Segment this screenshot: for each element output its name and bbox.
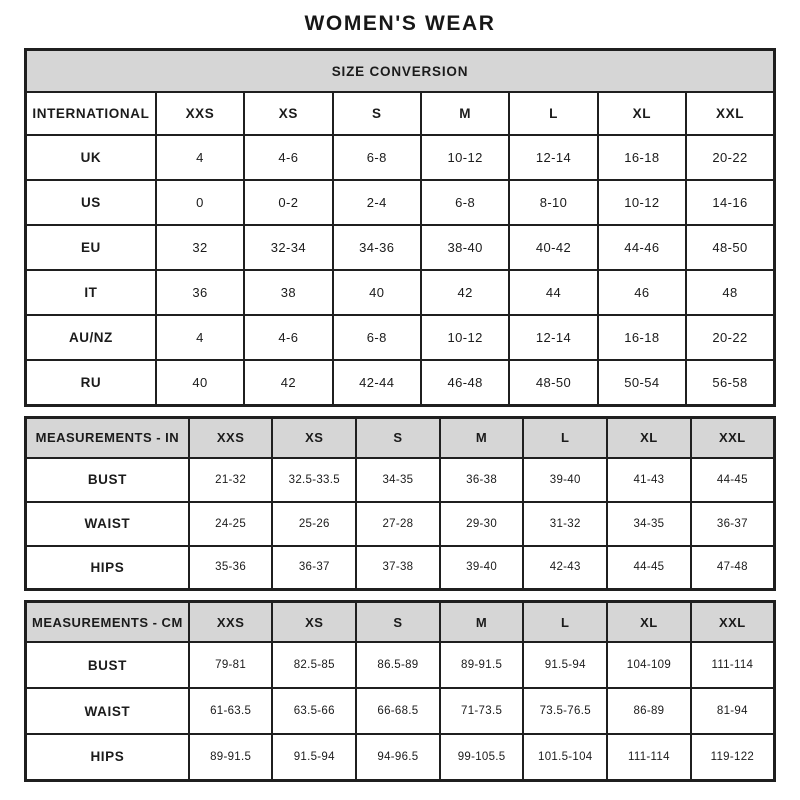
row-header: BUST	[26, 642, 189, 688]
size-value-cell: 12-14	[509, 135, 597, 180]
size-value-cell: 61-63.5	[189, 688, 273, 734]
size-value-cell: 20-22	[686, 315, 774, 360]
size-value-cell: 94-96.5	[356, 734, 440, 780]
size-value-cell: 50-54	[598, 360, 686, 405]
size-column-header: XL	[607, 602, 691, 643]
size-column-header: XXL	[686, 92, 774, 135]
table-row	[26, 734, 775, 780]
size-value-cell: 10-12	[421, 315, 509, 360]
size-column-header: XXL	[691, 417, 775, 458]
row-header: HIPS	[26, 734, 189, 780]
page-title: WOMEN'S WEAR	[304, 12, 496, 35]
size-value-cell: 10-12	[598, 180, 686, 225]
size-column-header: S	[356, 602, 440, 643]
size-value-cell: 16-18	[598, 135, 686, 180]
size-value-cell: 73.5-76.5	[523, 688, 607, 734]
size-value-cell: 32	[156, 225, 244, 270]
size-column-header: M	[421, 92, 509, 135]
size-value-cell: 66-68.5	[356, 688, 440, 734]
table-row	[26, 458, 775, 502]
size-value-cell: 47-48	[691, 546, 775, 590]
table-corner-header: INTERNATIONAL	[26, 92, 156, 135]
size-value-cell: 25-26	[272, 502, 356, 546]
size-value-cell: 71-73.5	[440, 688, 524, 734]
row-header: IT	[26, 270, 156, 315]
row-header: BUST	[26, 458, 189, 502]
size-value-cell: 91.5-94	[272, 734, 356, 780]
size-value-cell: 37-38	[356, 546, 440, 590]
size-value-cell: 6-8	[421, 180, 509, 225]
table-row	[26, 360, 775, 405]
size-value-cell: 48-50	[686, 225, 774, 270]
size-column-header: XXS	[189, 602, 273, 643]
measurements-in-table	[24, 416, 776, 592]
size-value-cell: 0	[156, 180, 244, 225]
size-column-header: XS	[272, 417, 356, 458]
size-value-cell: 0-2	[244, 180, 332, 225]
size-column-header: XXS	[156, 92, 244, 135]
table-row	[26, 546, 775, 590]
size-column-header: XXS	[189, 417, 273, 458]
row-header: HIPS	[26, 546, 189, 590]
size-value-cell: 89-91.5	[189, 734, 273, 780]
size-value-cell: 36-38	[440, 458, 524, 502]
size-value-cell: 32-34	[244, 225, 332, 270]
size-column-header: XS	[272, 602, 356, 643]
size-conversion-body	[26, 135, 775, 405]
size-value-cell: 86-89	[607, 688, 691, 734]
size-value-cell: 82.5-85	[272, 642, 356, 688]
size-value-cell: 34-36	[333, 225, 421, 270]
row-header: UK	[26, 135, 156, 180]
size-column-header: S	[356, 417, 440, 458]
size-value-cell: 99-105.5	[440, 734, 524, 780]
table-corner-header: MEASUREMENTS - IN	[26, 417, 189, 458]
size-value-cell: 46	[598, 270, 686, 315]
table-row	[26, 135, 775, 180]
size-column-header: XS	[244, 92, 332, 135]
measurements-cm-table	[24, 600, 776, 782]
size-value-cell: 6-8	[333, 135, 421, 180]
size-conversion-banner-row	[26, 50, 775, 93]
size-value-cell: 39-40	[523, 458, 607, 502]
measurements-cm-header-row	[26, 602, 775, 643]
size-value-cell: 104-109	[607, 642, 691, 688]
size-column-header: L	[523, 602, 607, 643]
size-value-cell: 111-114	[691, 642, 775, 688]
size-column-header: M	[440, 417, 524, 458]
size-value-cell: 8-10	[509, 180, 597, 225]
size-column-header: S	[333, 92, 421, 135]
size-column-header: XL	[598, 92, 686, 135]
row-header: RU	[26, 360, 156, 405]
table-row	[26, 315, 775, 360]
size-value-cell: 89-91.5	[440, 642, 524, 688]
size-value-cell: 10-12	[421, 135, 509, 180]
size-value-cell: 91.5-94	[523, 642, 607, 688]
size-value-cell: 35-36	[189, 546, 273, 590]
size-value-cell: 6-8	[333, 315, 421, 360]
row-header: WAIST	[26, 502, 189, 546]
size-value-cell: 29-30	[440, 502, 524, 546]
table-row	[26, 270, 775, 315]
size-value-cell: 4-6	[244, 135, 332, 180]
table-row	[26, 180, 775, 225]
size-value-cell: 42	[421, 270, 509, 315]
measurements-in-body	[26, 458, 775, 590]
size-value-cell: 2-4	[333, 180, 421, 225]
size-value-cell: 101.5-104	[523, 734, 607, 780]
size-value-cell: 40	[156, 360, 244, 405]
size-value-cell: 14-16	[686, 180, 774, 225]
size-value-cell: 48	[686, 270, 774, 315]
size-value-cell: 20-22	[686, 135, 774, 180]
size-value-cell: 79-81	[189, 642, 273, 688]
size-value-cell: 86.5-89	[356, 642, 440, 688]
size-value-cell: 40	[333, 270, 421, 315]
table-row	[26, 688, 775, 734]
size-value-cell: 12-14	[509, 315, 597, 360]
size-conversion-banner: SIZE CONVERSION	[26, 50, 775, 93]
table-corner-header: MEASUREMENTS - CM	[26, 602, 189, 643]
size-value-cell: 36-37	[691, 502, 775, 546]
measurements-cm-body	[26, 642, 775, 780]
size-value-cell: 4-6	[244, 315, 332, 360]
size-value-cell: 27-28	[356, 502, 440, 546]
row-header: WAIST	[26, 688, 189, 734]
size-value-cell: 24-25	[189, 502, 273, 546]
size-column-header: XXL	[691, 602, 775, 643]
table-row	[26, 502, 775, 546]
size-value-cell: 21-32	[189, 458, 273, 502]
size-column-header: XL	[607, 417, 691, 458]
size-value-cell: 111-114	[607, 734, 691, 780]
size-value-cell: 32.5-33.5	[272, 458, 356, 502]
size-conversion-header-row	[26, 92, 775, 135]
size-column-header: L	[509, 92, 597, 135]
size-value-cell: 42	[244, 360, 332, 405]
table-row	[26, 642, 775, 688]
size-value-cell: 40-42	[509, 225, 597, 270]
size-value-cell: 119-122	[691, 734, 775, 780]
size-value-cell: 56-58	[686, 360, 774, 405]
size-value-cell: 4	[156, 135, 244, 180]
row-header: AU/NZ	[26, 315, 156, 360]
row-header: US	[26, 180, 156, 225]
size-value-cell: 31-32	[523, 502, 607, 546]
size-value-cell: 42-43	[523, 546, 607, 590]
row-header: EU	[26, 225, 156, 270]
size-value-cell: 42-44	[333, 360, 421, 405]
size-value-cell: 36-37	[272, 546, 356, 590]
size-value-cell: 38	[244, 270, 332, 315]
size-value-cell: 44-45	[607, 546, 691, 590]
size-value-cell: 38-40	[421, 225, 509, 270]
size-conversion-table	[24, 48, 776, 407]
size-value-cell: 63.5-66	[272, 688, 356, 734]
size-value-cell: 36	[156, 270, 244, 315]
size-value-cell: 39-40	[440, 546, 524, 590]
size-value-cell: 34-35	[356, 458, 440, 502]
measurements-in-header-row	[26, 417, 775, 458]
size-value-cell: 41-43	[607, 458, 691, 502]
size-value-cell: 81-94	[691, 688, 775, 734]
size-column-header: L	[523, 417, 607, 458]
size-value-cell: 44-45	[691, 458, 775, 502]
size-value-cell: 46-48	[421, 360, 509, 405]
size-value-cell: 44	[509, 270, 597, 315]
size-value-cell: 16-18	[598, 315, 686, 360]
size-value-cell: 4	[156, 315, 244, 360]
size-value-cell: 44-46	[598, 225, 686, 270]
table-row	[26, 225, 775, 270]
size-value-cell: 48-50	[509, 360, 597, 405]
size-value-cell: 34-35	[607, 502, 691, 546]
size-column-header: M	[440, 602, 524, 643]
